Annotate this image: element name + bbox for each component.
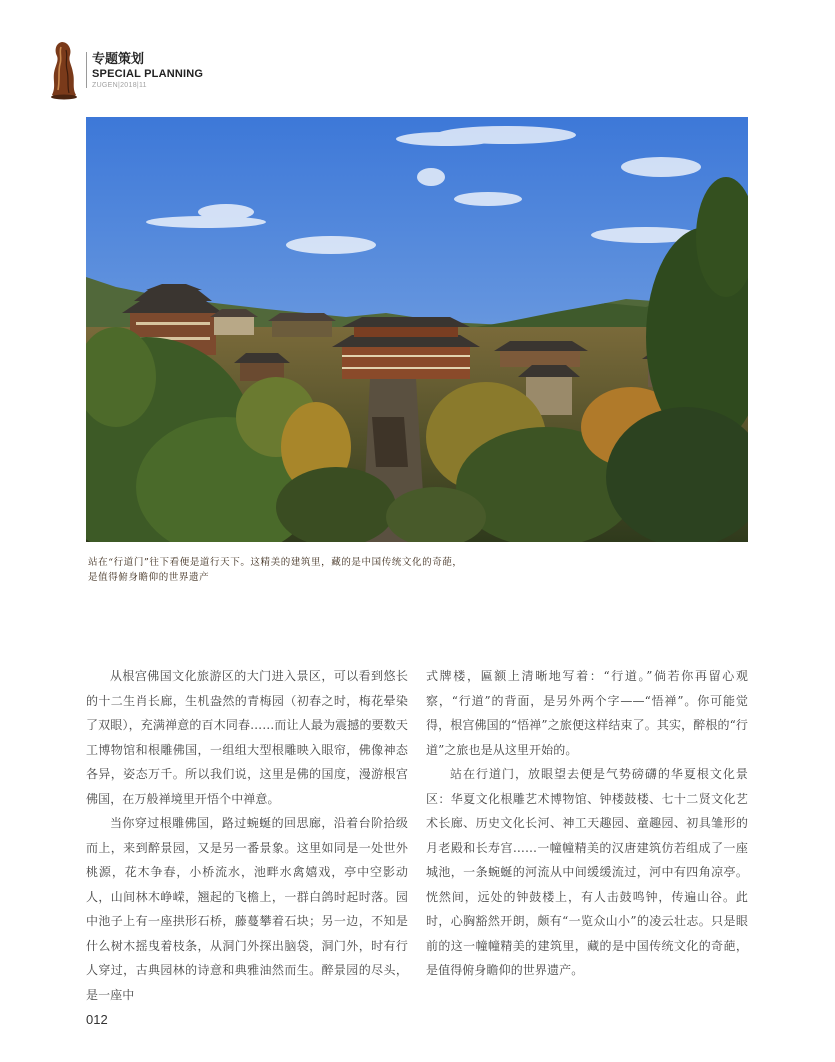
section-title-cn: 专题策划 [92, 52, 145, 67]
photo-caption [88, 555, 688, 585]
paragraph: 当你穿过根雕佛国，路过蜿蜒的回思廊，沿着台阶拾级而上，来到醉景园，又是另一番景象。这里如同是一处世外桃源，花木争春，小桥流水，池畔水禽嬉戏，亭中空影动人，山间林木峥嵘，翘起的飞檐上，一群白鸽时起时落。园中池子上有一座拱形石桥，藤蔓攀着石块；另一边，不知是什么树木摇曳着枝条，从洞门外探出脑袋，洞门外，时有行人穿过，古典园林的诗意和典雅油然而生。醉景园的尽头，是一座中 [86, 816, 408, 1002]
article-column-left [86, 664, 408, 1007]
article-column-right [426, 664, 748, 983]
caption-line-2: 是值得俯身瞻仰的世界遗产 [88, 572, 210, 583]
section-label [92, 52, 203, 90]
page-number: 012 [86, 1012, 108, 1027]
root-sculpture-logo-icon [48, 40, 80, 100]
caption-line-1: 站在“行道门”往下看便是道行天下。这精美的建筑里，藏的是中国传统文化的奇葩， [88, 557, 463, 568]
paragraph: 从根宫佛国文化旅游区的大门进入景区，可以看到悠长的十二生肖长廊，生机盎然的青梅园（初春之时，梅花晕染了双眼），充满禅意的百木同春……而让人最为震撼的要数天工博物馆和根雕佛国，一组组大型根雕映入眼帘，佛像神态各异，姿态万千。所以我们说，这里是佛的国度，漫游根宫佛国，在万般禅境里开悟个中禅意。 [86, 669, 408, 806]
temple-landscape-illustration [86, 117, 748, 542]
section-title-en: SPECIAL PLANNING [92, 68, 204, 80]
temple-complex-photo [86, 117, 748, 542]
central-hall [332, 317, 480, 379]
paragraph: 站在行道门，放眼望去便是气势磅礴的华夏根文化景区：华夏文化根雕艺术博物馆、钟楼鼓楼、七十二贤文化艺术长廊、历史文化长河、神工天趣园、童趣园、初具雏形的月老殿和长寿宫……一幢幢精美的汉唐建筑仿若组成了一座城池，一条蜿蜒的河流从中间缓缓流过，河中有四角凉亭。恍然间，远处的钟鼓楼上，有人击鼓鸣钟，传遍山谷。此时，心胸豁然开朗，颇有“一览众山小”的凌云壮志。只是眼前的这一幢幢精美的建筑里，藏的是中国传统文化的奇葩，是值得俯身瞻仰的世界遗产。 [426, 767, 748, 977]
paragraph: 式牌楼，匾额上清晰地写着：“行道。”倘若你再留心观察，“行道”的背面，是另外两个字——“悟禅”。你可能觉得，根宫佛国的“悟禅”之旅便这样结束了。其实，醉根的“行道”之旅也是从这里开始的。 [426, 669, 748, 757]
header-divider [86, 52, 87, 88]
issue-label: ZUGEN|2018|11 [92, 82, 147, 89]
